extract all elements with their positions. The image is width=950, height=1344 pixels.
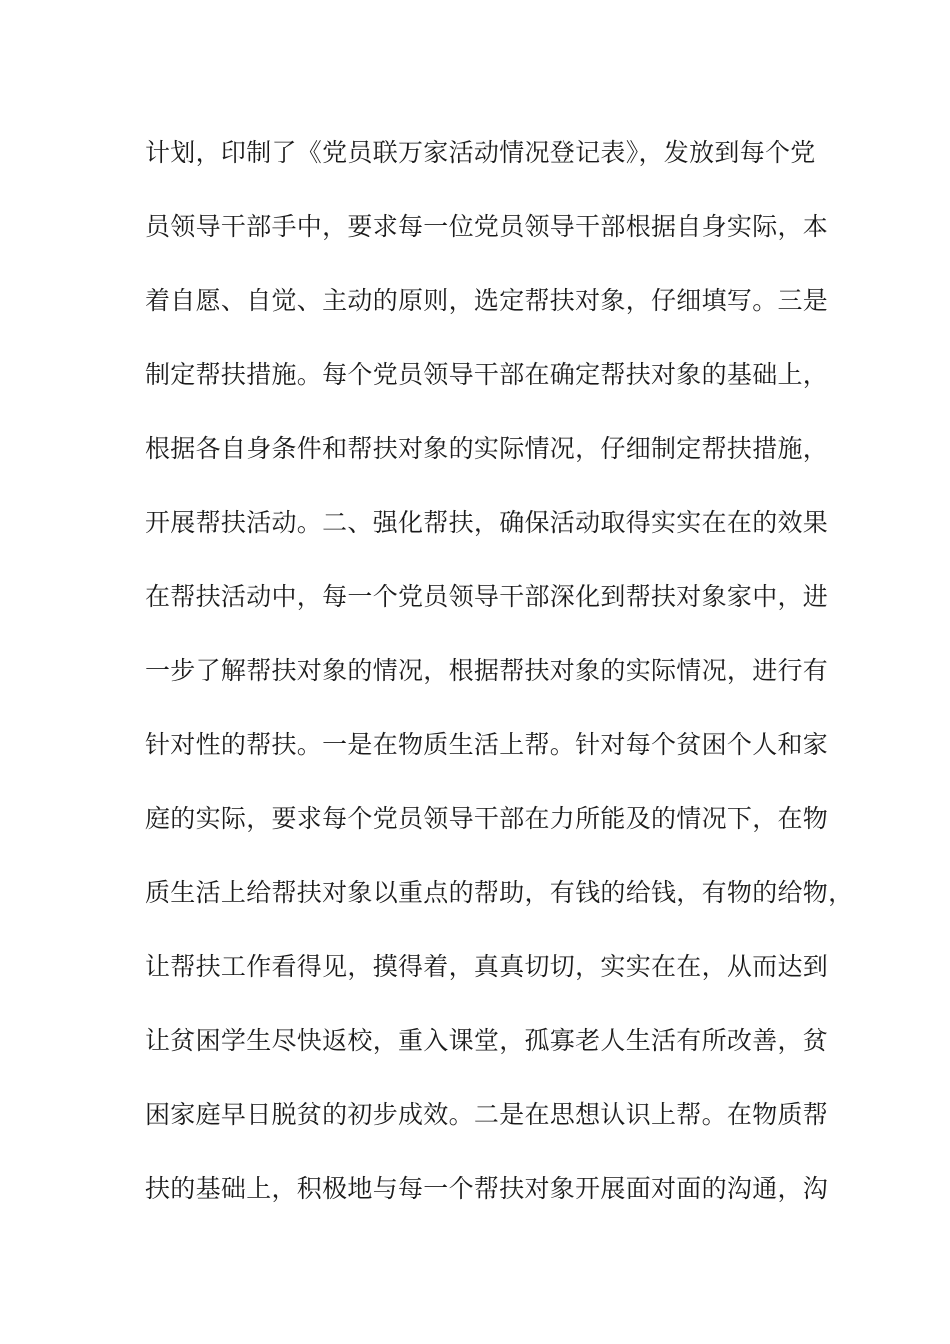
text-line: 质生活上给帮扶对象以重点的帮助，有钱的给钱，有物的给物， — [145, 878, 854, 907]
text-line: 扶的基础上，积极地与每一个帮扶对象开展面对面的沟通，沟 — [145, 1174, 829, 1203]
text-line: 制定帮扶措施。每个党员领导干部在确定帮扶对象的基础上， — [145, 360, 829, 389]
text-line: 根据各自身条件和帮扶对象的实际情况，仔细制定帮扶措施， — [145, 434, 829, 463]
text-line: 在帮扶活动中，每一个党员领导干部深化到帮扶对象家中，进 — [145, 582, 829, 611]
text-line: 着自愿、自觉、主动的原则，选定帮扶对象，仔细填写。三是 — [145, 286, 829, 315]
text-line: 员领导干部手中，要求每一位党员领导干部根据自身实际，本 — [145, 212, 829, 241]
text-line: 计划，印制了《党员联万家活动情况登记表》，发放到每个党 — [145, 138, 816, 167]
text-line: 针对性的帮扶。一是在物质生活上帮。针对每个贫困个人和家 — [145, 730, 829, 759]
text-line: 一步了解帮扶对象的情况，根据帮扶对象的实际情况，进行有 — [145, 656, 829, 685]
text-line: 困家庭早日脱贫的初步成效。二是在思想认识上帮。在物质帮 — [145, 1100, 829, 1129]
text-line: 让帮扶工作看得见，摸得着，真真切切，实实在在，从而达到 — [145, 952, 829, 981]
text-line: 开展帮扶活动。二、强化帮扶，确保活动取得实实在在的效果 — [145, 508, 829, 537]
body-text — [145, 133, 854, 1243]
text-line: 让贫困学生尽快返校，重入课堂，孤寡老人生活有所改善，贫 — [145, 1026, 829, 1055]
text-line: 庭的实际，要求每个党员领导干部在力所能及的情况下，在物 — [145, 804, 829, 833]
